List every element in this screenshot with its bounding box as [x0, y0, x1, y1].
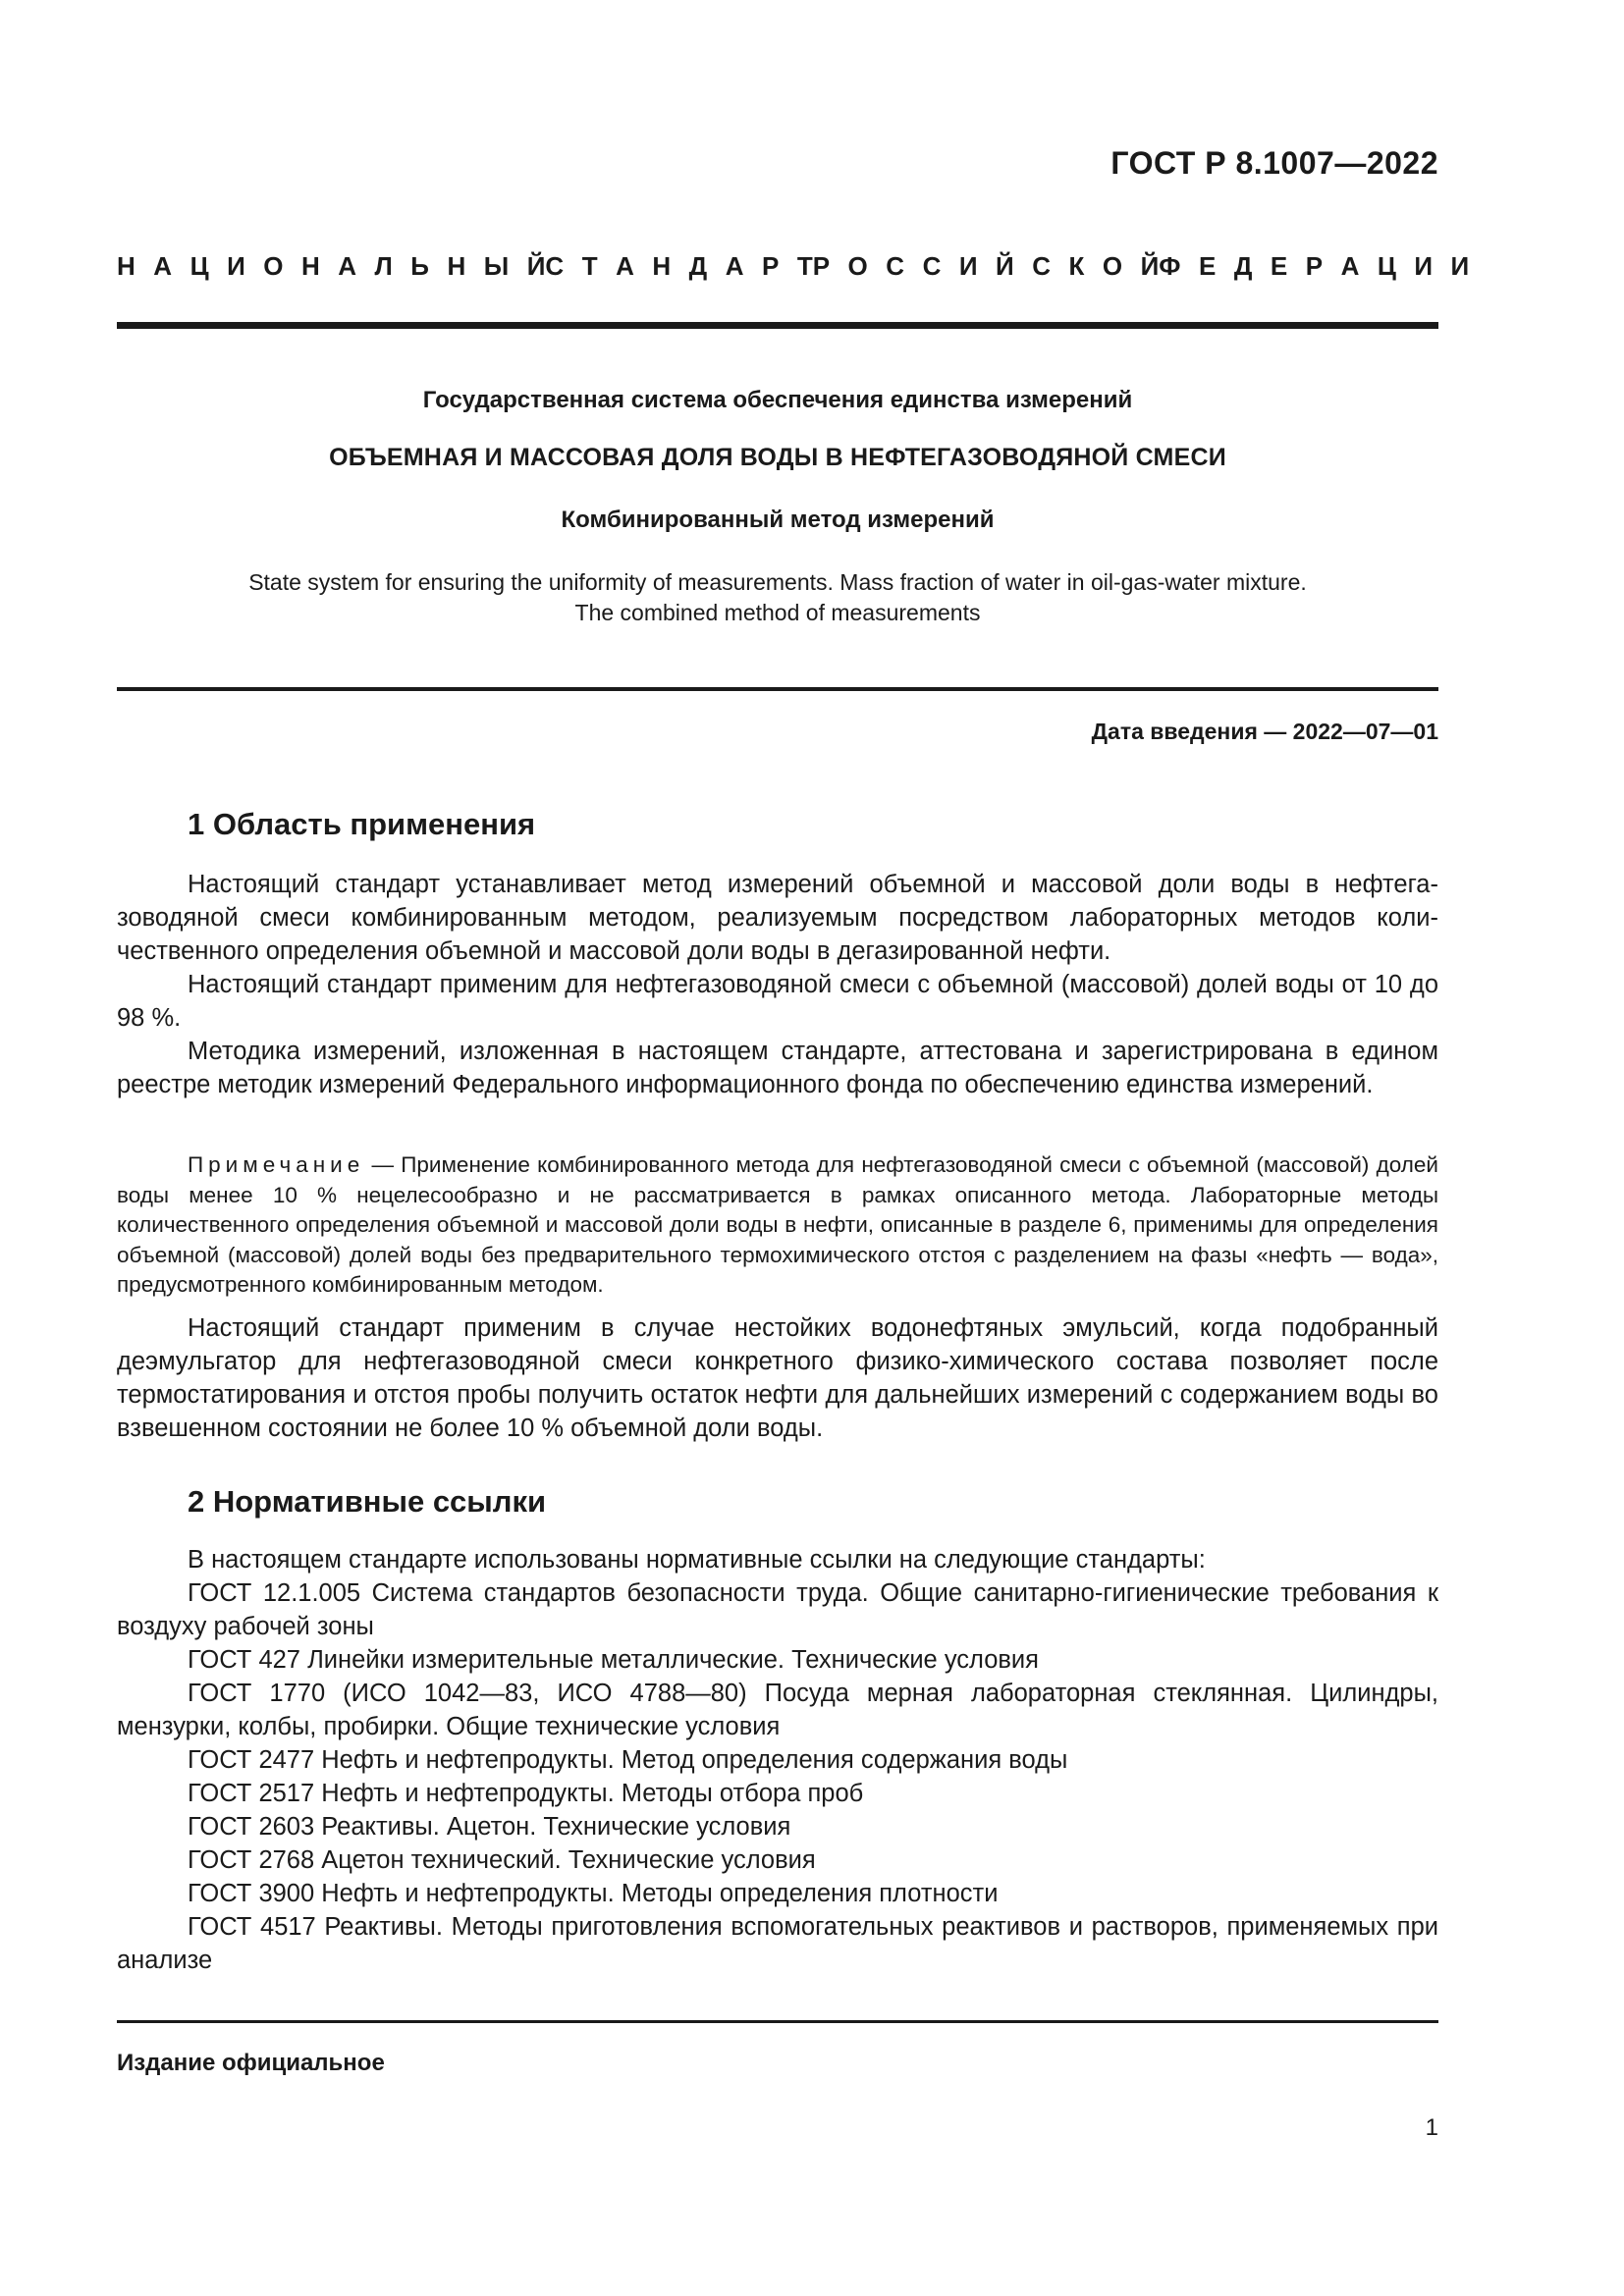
- national-title-word: С Т А Н Д А Р Т: [545, 251, 813, 281]
- national-title-word: Н А Ц И О Н А Л Ь Н Ы Й: [117, 251, 546, 281]
- references-lead: В настоящем стандарте использованы нормативные ссылки на следующие стандарты:: [188, 1546, 1206, 1574]
- subtitle: Комбинированный метод измерений: [561, 507, 995, 533]
- note-label: Примечание: [188, 1152, 365, 1177]
- section-1-body-continued: [117, 1311, 1438, 1445]
- title-divider: [117, 687, 1438, 691]
- english-title-line: The combined method of measurements: [574, 600, 981, 625]
- section-1-body: [117, 868, 1438, 1101]
- note-paragraph: [117, 1150, 1438, 1301]
- reference-item: ГОСТ 427 Линейки измерительные металлические. Технические условия: [188, 1646, 1039, 1674]
- document-page: [117, 0, 1470, 2296]
- english-title-line: State system for ensuring the uniformity of measurements. Mass fraction of water in oil-gas-water mixture.: [248, 569, 1307, 595]
- paragraph: Настоящий стандарт применим для нефтегазоводяной смеси с объемной (массовой) долей воды от 10 до 98 %.: [117, 971, 1438, 1032]
- reference-item: ГОСТ 2517 Нефть и нефтепродукты. Методы отбора проб: [188, 1780, 864, 1807]
- national-standard-title: [117, 251, 1470, 282]
- normative-references-list: [117, 1543, 1438, 1977]
- national-title-word: Ф Е Д Е Р А Ц И И: [1159, 251, 1470, 281]
- reference-item: ГОСТ 2603 Реактивы. Ацетон. Технические условия: [188, 1813, 791, 1841]
- footer-divider: [117, 2020, 1438, 2023]
- reference-item: ГОСТ 1770 (ИСО 1042—83, ИСО 4788—80) Посуда мерная лабораторная стеклянная. Цилиндры, мензурки, колбы, пробирки. Общие технические условия: [117, 1680, 1438, 1740]
- page-number: 1: [1425, 2114, 1438, 2141]
- paragraph: Настоящий стандарт устанавливает метод измерений объемной и массовой доли воды в нефтегазоводяной смеси комбинированным методом, реализуемым посредством лабораторных методов количественного определения объемной и массовой доли воды в дегазированной нефти.: [117, 871, 1438, 965]
- paragraph: Настоящий стандарт применим в случае нестойких водонефтяных эмульсий, когда подобранный деэмульгатор для нефтегазоводяной смеси конкретного физико-химического состава позволяет после термостатирования и отстоя пробы получить остаток нефти для дальнейших измерений с содержанием воды во взвешенном состоянии не более 10 % объемной доли воды.: [117, 1314, 1438, 1442]
- note-block: [117, 1150, 1438, 1301]
- reference-item: ГОСТ 2768 Ацетон технический. Технические условия: [188, 1846, 816, 1874]
- introduction-date: Дата введения — 2022—07—01: [1091, 719, 1438, 744]
- main-title: ОБЪЕМНАЯ И МАССОВАЯ ДОЛЯ ВОДЫ В НЕФТЕГАЗОВОДЯНОЙ СМЕСИ: [329, 444, 1226, 471]
- reference-item: ГОСТ 3900 Нефть и нефтепродукты. Методы определения плотности: [188, 1880, 999, 1907]
- section-2-heading: 2 Нормативные ссылки: [188, 1484, 547, 1519]
- top-divider: [117, 322, 1438, 329]
- standard-number: ГОСТ Р 8.1007—2022: [1110, 145, 1438, 181]
- english-title: [117, 567, 1438, 628]
- section-1-heading: 1 Область применения: [188, 807, 536, 841]
- reference-item: ГОСТ 12.1.005 Система стандартов безопасности труда. Общие санитарно-гигиенические требования к воздуху рабочей зоны: [117, 1579, 1438, 1640]
- system-title: Государственная система обеспечения единства измерений: [422, 387, 1133, 413]
- note-text: — Применение комбинированного метода для нефтегазоводяной смеси с объемной (массовой) долей воды менее 10 % нецелесообразно и не рассматривается в рамках описанного метода. Лабораторные методы количественного определения объемной и массовой доли воды в нефти, описанные в разделе 6, применимы для определения объемной (массовой) долей воды без предварительного термохимического отстоя с разделением на фазы «нефть — вода», предусмотренного комбинированным методом.: [117, 1152, 1438, 1297]
- paragraph: Методика измерений, изложенная в настоящем стандарте, аттестована и зарегистрирована в едином реестре методик измерений Федерального информационного фонда по обеспечению единства измерений.: [117, 1038, 1438, 1098]
- official-edition-label: Издание официальное: [117, 2050, 385, 2076]
- reference-item: ГОСТ 4517 Реактивы. Методы приготовления вспомогательных реактивов и растворов, применяемых при анализе: [117, 1913, 1438, 1974]
- reference-item: ГОСТ 2477 Нефть и нефтепродукты. Метод определения содержания воды: [188, 1746, 1068, 1774]
- national-title-word: Р О С С И Й С К О Й: [812, 251, 1160, 281]
